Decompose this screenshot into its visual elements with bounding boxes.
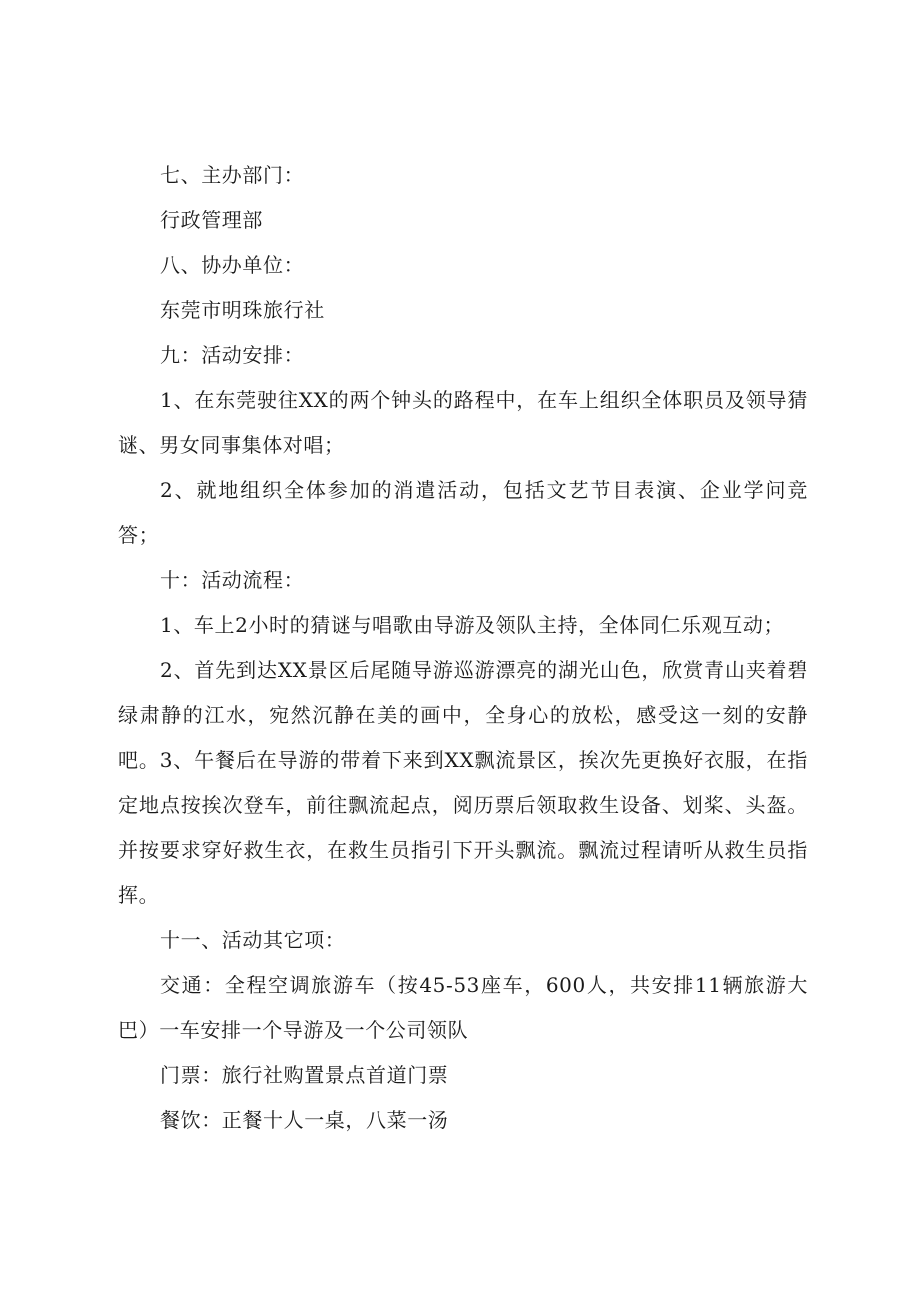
meal-item: 餐饮：正餐十人一桌，八菜一汤 <box>160 1108 449 1132</box>
heading-organizer: 七、主办部门： <box>160 163 305 187</box>
transport-item: 交通：全程空调旅游车（按45-53座车，600人，共安排11辆旅游大巴）一车安排一个导游及一个公司领队 <box>118 973 808 1042</box>
arrangement-item-1: 1、在东莞驶往XX的两个钟头的路程中，在车上组织全体职员及领导猜谜、男女同事集体对唱； <box>118 388 808 457</box>
document-body <box>118 153 808 1143</box>
heading-co-organizer: 八、协办单位： <box>160 253 305 277</box>
heading-activity-process: 十：活动流程： <box>160 568 305 592</box>
process-item-2: 2、首先到达XX景区后尾随导游巡游漂亮的湖光山色，欣赏青山夹着碧绿肃静的江水，宛然沉静在美的画中，全身心的放松，感受这一刻的安静吧。3、午餐后在导游的带着下来到XX飘流景区，挨次先更换好衣服，在指定地点按挨次登车，前往飘流起点，阅历票后领取救生设备、划桨、头盔。并按要求穿好救生衣，在救生员指引下开头飘流。飘流过程请听从救生员指挥。 <box>118 658 808 907</box>
process-item-1: 1、车上2小时的猜谜与唱歌由导游及领队主持，全体同仁乐观互动； <box>160 613 785 637</box>
ticket-item: 门票：旅行社购置景点首道门票 <box>160 1063 449 1087</box>
co-organizer-value: 东莞市明珠旅行社 <box>160 298 325 322</box>
organizer-value: 行政管理部 <box>160 208 263 232</box>
arrangement-item-2: 2、就地组织全体参加的消遣活动，包括文艺节目表演、企业学问竞答； <box>118 478 808 547</box>
heading-activity-arrangement: 九：活动安排： <box>160 343 305 367</box>
heading-other-items: 十一、活动其它项： <box>160 928 346 952</box>
